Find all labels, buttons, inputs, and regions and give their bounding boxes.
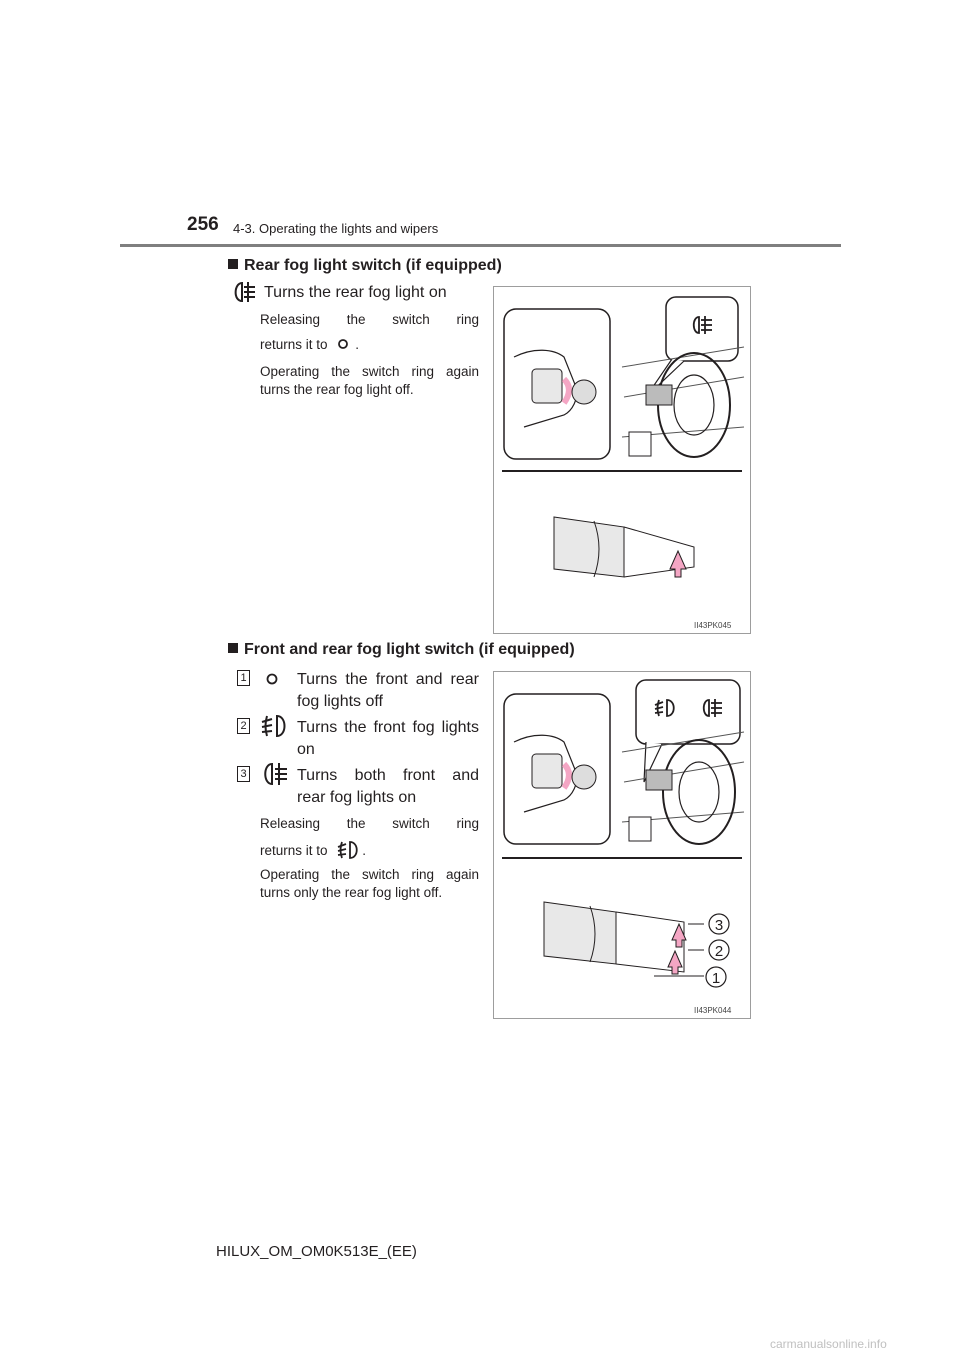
header-rule [120, 244, 841, 247]
callout-label-2: 2 [714, 943, 724, 960]
item-1-line1: Turns the front and rear [297, 671, 479, 688]
operate-again-note-2: Operating the switch ring again turns only the rear fog light off. [260, 867, 479, 900]
figure-code-2: II43PK044 [694, 1006, 732, 1015]
front-fog-light-icon [259, 714, 289, 738]
off-position-icon [264, 672, 280, 686]
front-fog-light-icon [335, 840, 361, 860]
section-heading-rear-fog: Rear fog light switch (if equipped) [228, 257, 502, 275]
chapter-title: 4-3. Operating the lights and wipers [233, 221, 439, 236]
figure-rear-fog-switch [493, 286, 751, 634]
item-3-line1: Turns both front and [297, 767, 479, 784]
figure-front-rear-fog-switch [493, 671, 751, 1019]
item-number-2: 2 [237, 718, 250, 734]
operate-again-note: Operating the switch ring again turns the rear fog light off. [260, 364, 479, 397]
release-note-2-line1: Releasing the switch ring [260, 816, 479, 831]
rear-fog-switch-illustration [494, 287, 750, 633]
item-2-line1: Turns the front fog lights [297, 719, 479, 736]
release-note-2-line2: returns it to . [260, 840, 366, 860]
item-3-line2: rear fog lights on [297, 789, 417, 806]
item-number-1: 1 [237, 670, 250, 686]
callout-label-1: 1 [711, 970, 721, 987]
figure-code-1: II43PK045 [694, 621, 732, 630]
rear-fog-light-icon [260, 762, 290, 786]
callout-label-3: 3 [714, 917, 724, 934]
front-rear-fog-switch-illustration [494, 672, 750, 1018]
section-heading-front-rear-fog: Front and rear fog light switch (if equipped) [228, 641, 575, 659]
item-number-3: 3 [237, 766, 250, 782]
item-1-line2: fog lights off [297, 693, 383, 710]
rear-fog-on-text: Turns the rear fog light on [264, 284, 447, 301]
rear-fog-light-icon [231, 281, 257, 303]
release-note-line1: Releasing the switch ring [260, 312, 479, 327]
release-note-line2: returns it to . [260, 337, 360, 352]
page-number: 256 [187, 214, 219, 235]
model-code-footer: HILUX_OM_OM0K513E_(EE) [216, 1243, 417, 1260]
bullet-square-icon [228, 259, 238, 269]
watermark: carmanualsonline.info [770, 1337, 887, 1351]
item-2-line2: on [297, 741, 315, 758]
bullet-square-icon [228, 643, 238, 653]
off-position-icon [335, 338, 351, 350]
